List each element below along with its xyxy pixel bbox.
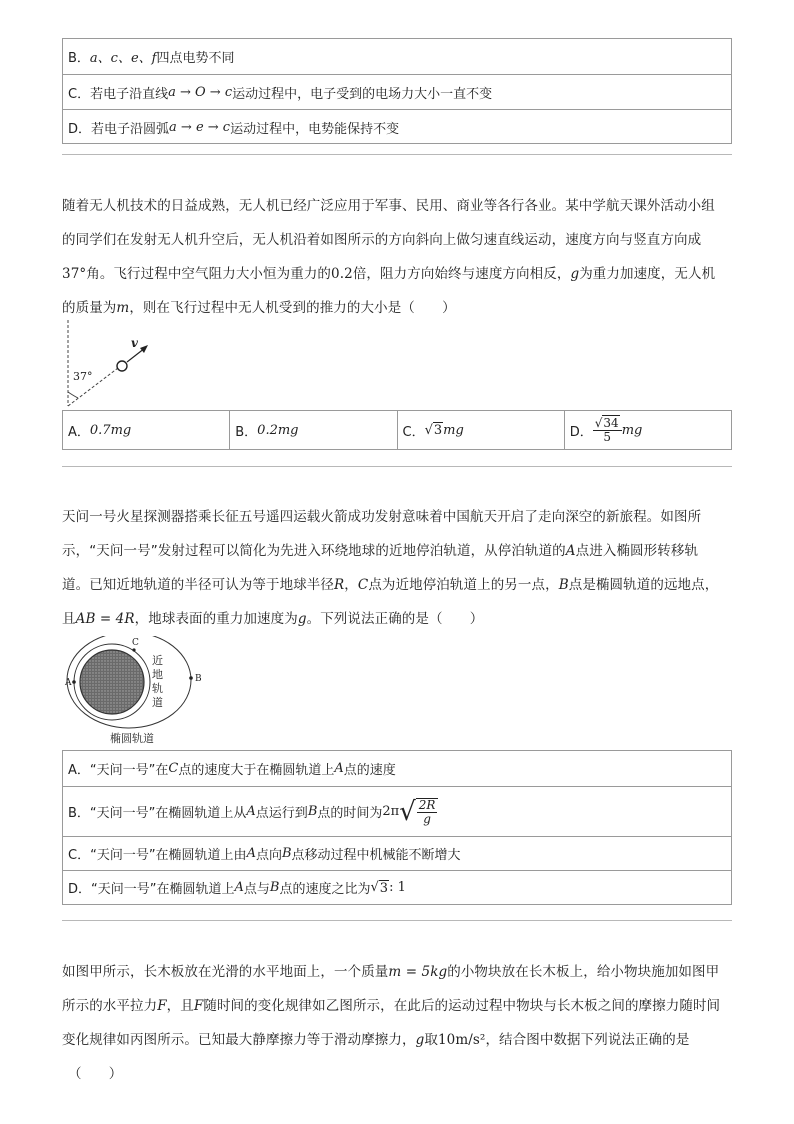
option-text: 点移动过程中机械能不断增大	[291, 848, 461, 863]
option-label: A．	[68, 763, 90, 778]
option-c-post: 运动过程中，电子受到的电场力大小一直不变	[232, 86, 493, 102]
stem-line	[62, 257, 734, 291]
stem-line	[62, 955, 734, 989]
option-b[interactable]	[63, 787, 731, 837]
earth-icon	[80, 650, 144, 714]
symbol-f: F	[193, 998, 204, 1014]
answer-blank: （ ）	[68, 1066, 123, 1082]
option-text: “天问一号”在椭圆轨道上由	[90, 848, 247, 863]
prev-question-options	[62, 38, 732, 144]
sqrt-expression: √ 3	[370, 880, 389, 896]
equation-ab: AB = 4R	[75, 611, 135, 627]
symbol-c: C	[357, 577, 369, 593]
velocity-label: v	[131, 336, 138, 350]
stem-text: 道。已知近地轨道的半径可认为等于地球半径	[62, 577, 334, 593]
option-text: “天问一号”在椭圆轨道上从	[89, 806, 247, 821]
option-label: B．	[68, 806, 90, 821]
stem-text: 所示的水平拉力	[62, 998, 158, 1014]
option-text: 点与	[243, 882, 270, 897]
orbit-label-char: 道	[152, 696, 163, 709]
angle-label: 37°	[73, 370, 93, 383]
option-text: 点的时间为	[317, 806, 383, 821]
stem-text: 取	[424, 1032, 438, 1048]
option-d-post: 运动过程中，电势能保持不变	[230, 121, 400, 137]
stem-line	[62, 534, 734, 568]
stem-text: ，结合图中数据下列说法正确的是	[485, 1032, 690, 1048]
ratio: : 1	[389, 880, 406, 895]
divider	[62, 154, 732, 155]
mass-value: m = 5kg	[388, 964, 448, 980]
option-d-label: D．	[68, 121, 92, 137]
option-text: 点的速度之比为	[279, 882, 371, 897]
symbol: A	[234, 880, 244, 895]
option-text: “天问一号”在椭圆轨道上	[91, 882, 235, 897]
symbol: C	[168, 761, 179, 776]
option-d-path: a → e → c	[169, 119, 231, 135]
point-a-dot	[72, 680, 76, 684]
stem-text: ，	[344, 577, 358, 593]
figure-caption: 椭圆轨道	[110, 732, 154, 745]
board-question-stem	[62, 955, 734, 1091]
symbol-g: g	[570, 266, 580, 282]
point-c-dot	[132, 648, 135, 651]
stem-text: 的小物块放在长木板上，给小物块施加如图甲	[447, 964, 720, 980]
symbol: B	[307, 804, 318, 819]
stem-line	[62, 989, 734, 1023]
symbol-a: A	[565, 543, 576, 559]
stem-text: ，地球表面的重力加速度为	[134, 611, 298, 627]
symbol: A	[246, 846, 256, 861]
orbit-label-char: 近	[152, 654, 163, 667]
sqrt-body	[416, 798, 439, 826]
option-a[interactable]	[63, 411, 230, 449]
orbit-figure	[62, 636, 212, 748]
option-label: D．	[68, 882, 92, 897]
option-c-path: a → O → c	[168, 84, 233, 100]
option-b-label: B．	[68, 51, 90, 66]
option-label: A．	[68, 424, 90, 440]
label-a: A	[65, 678, 72, 688]
drone-question-stem	[62, 189, 734, 325]
option-text: 点向	[255, 848, 282, 863]
option-suffix: mg	[621, 422, 643, 438]
symbol: A	[334, 761, 344, 776]
radicand: 34	[603, 415, 619, 430]
option-c[interactable]	[398, 411, 565, 449]
option-text: “天问一号”在	[89, 763, 169, 778]
option-b-text: 四点电势不同	[156, 51, 235, 66]
arrowhead-icon	[140, 345, 148, 353]
stem-line	[62, 1023, 734, 1057]
option-b[interactable]	[230, 411, 397, 449]
stem-text: 点为近地停泊轨道上的另一点，	[368, 577, 559, 593]
option-c-label: C．	[68, 86, 91, 102]
stem-text: 。下列说法正确的是（ ）	[306, 611, 484, 627]
option-c-pre: 若电子沿直线	[90, 86, 169, 102]
option-suffix: mg	[443, 422, 464, 438]
angle-arc-icon	[68, 392, 78, 398]
stem-text: 如图甲所示，长木板放在光滑的水平地面上，一个质量	[62, 964, 389, 980]
symbol: B	[281, 846, 292, 861]
stem-line: 的同学们在发射无人机升空后，无人机沿着如图所示的方向斜向上做匀速直线运动，速度方向与竖直方向成	[62, 232, 702, 248]
symbol: B	[269, 880, 280, 895]
option-d[interactable]	[565, 411, 731, 449]
stem-text: 为重力加速度，无人机	[579, 266, 716, 282]
divider	[62, 466, 732, 467]
coefficient: 2π	[382, 804, 400, 819]
symbol-m: m	[116, 300, 130, 316]
option-c[interactable]	[63, 837, 731, 871]
fraction	[417, 799, 438, 826]
radicand: 3	[379, 880, 389, 896]
stem-text: 示，“天问一号”发射过程可以简化为先进入环绕地球的近地停泊轨道，从停泊轨道的	[62, 543, 566, 559]
stem-text: 的质量为	[62, 300, 117, 316]
option-a[interactable]	[63, 751, 731, 787]
stem-line: 天问一号火星探测器搭乘长征五号遥四运载火箭成功发射意味着中国航天开启了走向深空的新旅程。如图所	[62, 509, 702, 525]
stem-text: 点是椭圆轨道的远地点，	[568, 577, 719, 593]
stem-text: 随时间的变化规律如乙图所示，在此后的运动过程中物块与长木板之间的摩擦力随时间	[203, 998, 721, 1014]
point-b-dot	[189, 676, 193, 680]
orbit-label-char: 地	[152, 668, 163, 681]
option-b[interactable]	[63, 39, 731, 75]
option-d-pre: 若电子沿圆弧	[91, 121, 170, 137]
stem-text: 变化规律如丙图所示。已知最大静摩擦力等于滑动摩擦力，	[62, 1032, 416, 1048]
orbit-label-char: 轨	[152, 682, 163, 695]
angle-value: 37°	[62, 266, 87, 282]
symbol-g: g	[297, 611, 307, 627]
option-label: C．	[402, 424, 425, 440]
option-value: 0.7mg	[89, 422, 132, 438]
option-label: C．	[68, 848, 91, 863]
label-b: B	[195, 674, 202, 684]
symbol-f: F	[157, 998, 167, 1014]
fraction	[593, 417, 622, 444]
stem-line: 随着无人机技术的日益成熟，无人机已经广泛应用于军事、民用、商业等各行各业。某中学航天课外活动小组	[62, 198, 715, 214]
option-label: D．	[569, 424, 593, 440]
stem-text: 角。飞行过程中空气阻力大小恒为重力的	[86, 266, 332, 282]
option-text: 点的速度	[343, 763, 396, 778]
drone-figure	[60, 318, 190, 410]
stem-text: ，且	[166, 998, 194, 1014]
option-c[interactable]	[63, 75, 731, 110]
option-text: 点的速度大于在椭圆轨道上	[178, 763, 335, 778]
stem-line	[62, 602, 734, 636]
drone-options	[62, 410, 732, 450]
fraction-denominator: 5	[603, 429, 612, 444]
option-d[interactable]	[63, 871, 731, 904]
fraction-denominator: g	[423, 811, 431, 826]
label-c: C	[132, 638, 139, 648]
option-d[interactable]	[63, 110, 731, 144]
stem-text: 点进入椭圆形转移轨	[575, 543, 699, 559]
tianwen-question-stem	[62, 500, 734, 636]
divider	[62, 920, 732, 921]
acceleration-value: 10m/s²	[437, 1032, 486, 1048]
symbol-g: g	[415, 1032, 425, 1048]
option-label: B．	[235, 424, 258, 440]
sqrt-expression: √ $\frac{2R}{g}$	[399, 798, 438, 826]
option-b-points: a、c、e、f	[89, 51, 157, 66]
stem-text: ，则在飞行过程中无人机受到的推力的大小是（ ）	[129, 300, 456, 316]
option-text: 点运行到	[255, 806, 308, 821]
sqrt-expression: √ 3	[424, 422, 443, 438]
tianwen-options	[62, 750, 732, 905]
symbol-r: R	[334, 577, 345, 593]
stem-line	[62, 568, 734, 602]
stem-text: 倍，阻力方向始终与速度方向相反，	[352, 266, 571, 282]
stem-text: 且	[62, 611, 76, 627]
ratio-value: 0.2	[331, 266, 353, 282]
radicand: 3	[433, 423, 443, 438]
symbol: A	[246, 804, 256, 819]
fraction-numerator: 2R	[418, 797, 436, 812]
drone-icon	[117, 361, 127, 371]
symbol-b: B	[558, 577, 569, 593]
fraction-numerator: √34	[593, 417, 622, 431]
option-value: 0.2mg	[257, 422, 299, 438]
